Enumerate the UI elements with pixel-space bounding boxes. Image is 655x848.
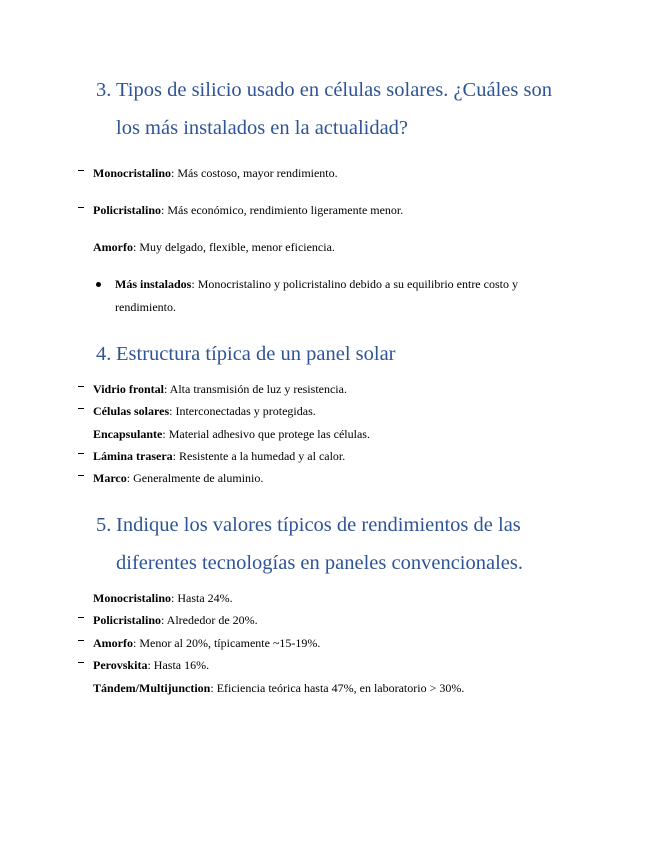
item-term: Policristalino bbox=[93, 203, 161, 217]
item-term: Más instalados bbox=[115, 277, 192, 291]
dash-marker bbox=[78, 617, 84, 618]
item-term: Amorfo bbox=[93, 240, 133, 254]
item-desc: : Interconectadas y protegidas. bbox=[169, 404, 316, 418]
dash-marker bbox=[78, 662, 84, 663]
list-item bbox=[93, 427, 370, 442]
item-term: Tándem/Multijunction bbox=[93, 681, 211, 695]
item-term: Monocristalino bbox=[93, 591, 171, 605]
list-item bbox=[93, 613, 258, 628]
bullet-icon bbox=[96, 282, 101, 287]
dash-marker bbox=[78, 475, 84, 476]
list-item bbox=[93, 166, 338, 181]
item-term: Marco bbox=[93, 471, 127, 485]
item-desc: : Resistente a la humedad y al calor. bbox=[172, 449, 346, 463]
item-term: Encapsulante bbox=[93, 427, 163, 441]
dash-marker bbox=[78, 207, 84, 208]
bullet-item bbox=[115, 273, 518, 319]
section-5-heading bbox=[96, 506, 523, 582]
list-item bbox=[93, 636, 320, 651]
list-item bbox=[93, 404, 316, 419]
list-item bbox=[93, 591, 233, 606]
list-item bbox=[93, 471, 263, 486]
item-desc: : Hasta 16%. bbox=[147, 658, 210, 672]
list-item bbox=[93, 681, 464, 696]
item-desc: : Hasta 24%. bbox=[171, 591, 233, 605]
list-item bbox=[93, 382, 347, 397]
item-desc-cont: rendimiento. bbox=[115, 300, 176, 314]
item-desc: : Más costoso, mayor rendimiento. bbox=[171, 166, 338, 180]
list-item bbox=[93, 203, 403, 218]
item-desc: : Alrededor de 20%. bbox=[161, 613, 258, 627]
section-3-number: 3. bbox=[96, 79, 112, 101]
section-5-title-line1: Indique los valores típicos de rendimientos de las bbox=[116, 514, 521, 536]
item-term: Monocristalino bbox=[93, 166, 171, 180]
section-4-heading bbox=[96, 335, 396, 373]
section-4-title: Estructura típica de un panel solar bbox=[116, 343, 396, 365]
item-term: Células solares bbox=[93, 404, 170, 418]
dash-marker bbox=[78, 640, 84, 641]
section-5-number: 5. bbox=[96, 514, 112, 536]
section-5-title-line2: diferentes tecnologías en paneles convencionales. bbox=[116, 552, 523, 574]
list-item bbox=[93, 658, 209, 673]
item-desc: : Generalmente de aluminio. bbox=[126, 471, 264, 485]
item-desc: : Alta transmisión de luz y resistencia. bbox=[164, 382, 347, 396]
item-term: Amorfo bbox=[93, 636, 133, 650]
section-3-title-line1: Tipos de silicio usado en células solares. ¿Cuáles son bbox=[116, 79, 552, 101]
item-term: Vidrio frontal bbox=[93, 382, 164, 396]
item-term: Policristalino bbox=[93, 613, 161, 627]
item-term: Lámina trasera bbox=[93, 449, 173, 463]
list-item bbox=[93, 240, 335, 255]
dash-marker bbox=[78, 170, 84, 171]
item-desc: : Muy delgado, flexible, menor eficiencia. bbox=[132, 240, 335, 254]
item-desc: : Más económico, rendimiento ligeramente menor. bbox=[161, 203, 404, 217]
section-3-heading bbox=[96, 71, 552, 147]
dash-marker bbox=[78, 386, 84, 387]
item-desc: : Monocristalino y policristalino debido a su equilibrio entre costo y bbox=[191, 277, 518, 291]
item-desc: : Eficiencia teórica hasta 47%, en laboratorio > 30%. bbox=[210, 681, 465, 695]
section-3-title-line2: los más instalados en la actualidad? bbox=[116, 117, 409, 139]
dash-marker bbox=[78, 453, 84, 454]
list-item bbox=[93, 449, 345, 464]
dash-marker bbox=[78, 408, 84, 409]
section-4-number: 4. bbox=[96, 343, 112, 365]
item-desc: : Material adhesivo que protege las células. bbox=[162, 427, 370, 441]
item-term: Perovskita bbox=[93, 658, 148, 672]
item-desc: : Menor al 20%, típicamente ~15-19%. bbox=[132, 636, 321, 650]
